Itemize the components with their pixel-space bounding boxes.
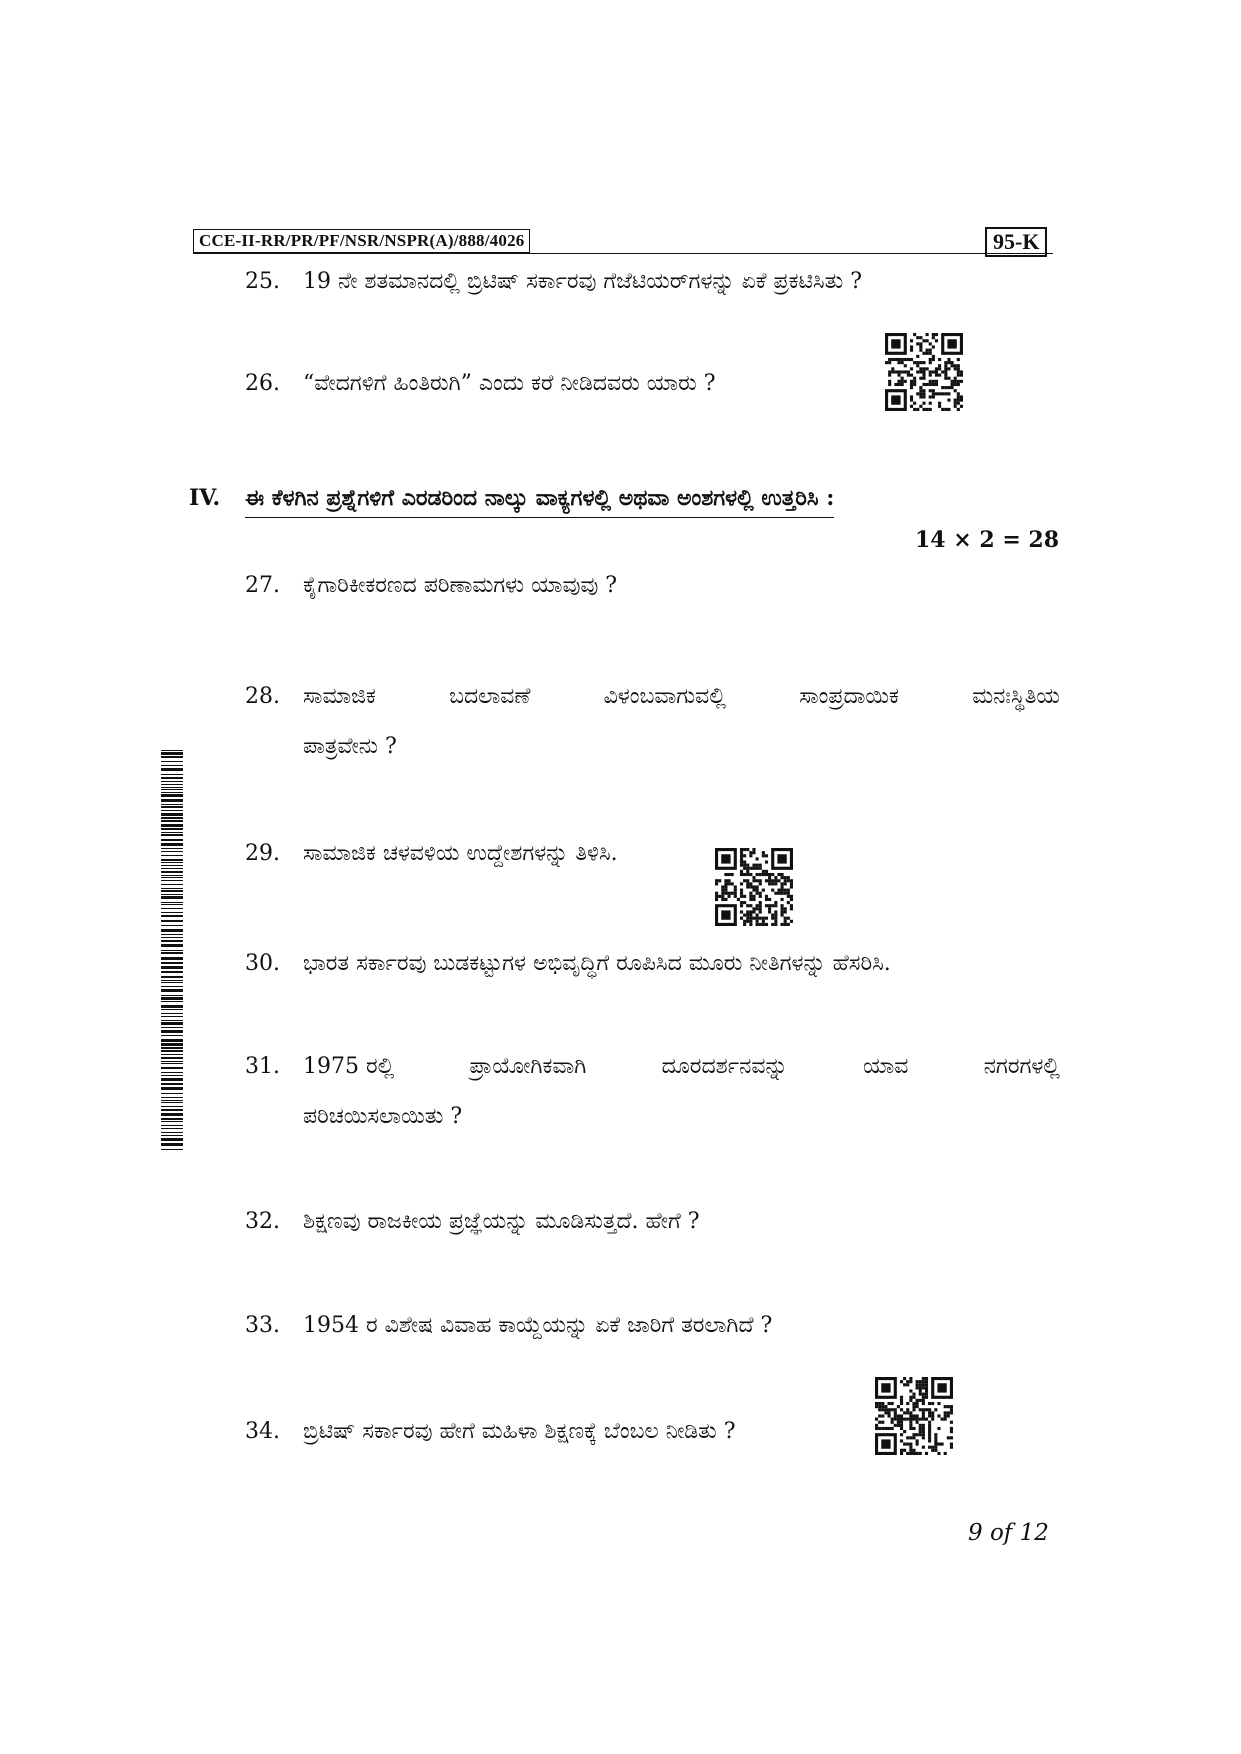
question-34 bbox=[245, 1418, 865, 1448]
question-number: 30. bbox=[245, 951, 280, 976]
question-word: ಬದಲಾವಣೆ bbox=[449, 684, 531, 709]
question-word: 1975 ರಲ್ಲಿ bbox=[303, 1054, 395, 1079]
question-text-line1 bbox=[303, 683, 1060, 711]
question-number: 27. bbox=[245, 573, 280, 598]
question-26 bbox=[245, 370, 945, 400]
question-text: 1954 ರ ವಿಶೇಷ ವಿವಾಹ ಕಾಯ್ದೆಯನ್ನು ಏಕೆ ಜಾರಿಗೆ ತರಲಾಗಿದೆ ? bbox=[303, 1313, 773, 1338]
question-32 bbox=[245, 1208, 945, 1238]
question-text: ಭಾರತ ಸರ್ಕಾರವು ಬುಡಕಟ್ಟುಗಳ ಅಭಿವೃದ್ಧಿಗೆ ರೂಪಿಸಿದ ಮೂರು ನೀತಿಗಳನ್ನು ಹೆಸರಿಸಿ. bbox=[303, 951, 891, 976]
header-rule bbox=[193, 253, 1053, 254]
question-text-line2: ಪರಿಚಯಿಸಲಾಯಿತು ? bbox=[303, 1104, 463, 1129]
question-number: 32. bbox=[245, 1209, 280, 1234]
question-number: 29. bbox=[245, 841, 280, 866]
question-word: ಮನಃಸ್ಥಿತಿಯ bbox=[972, 684, 1060, 709]
question-29 bbox=[245, 840, 705, 870]
paper-code: 95-K bbox=[985, 227, 1047, 257]
question-word: ಪ್ರಾಯೋಗಿಕವಾಗಿ bbox=[469, 1054, 587, 1079]
question-text: “ವೇದಗಳಿಗೆ ಹಿಂತಿರುಗಿ” ಎಂದು ಕರೆ ನೀಡಿದವರು ಯಾರು ? bbox=[303, 371, 716, 396]
question-word: ಯಾವ bbox=[862, 1054, 909, 1079]
question-31 bbox=[245, 1053, 1060, 1133]
question-33 bbox=[245, 1312, 945, 1342]
question-number: 34. bbox=[245, 1419, 280, 1444]
question-27 bbox=[245, 572, 945, 602]
section-iv-heading bbox=[189, 485, 989, 525]
question-text: ಶಿಕ್ಷಣವು ರಾಜಕೀಯ ಪ್ರಜ್ಞೆಯನ್ನು ಮೂಡಿಸುತ್ತದೆ. ಹೇಗೆ ? bbox=[303, 1209, 700, 1234]
question-number: 25. bbox=[245, 269, 280, 294]
question-word: ನಗರಗಳಲ್ಲಿ bbox=[983, 1054, 1060, 1079]
qr-code bbox=[885, 333, 963, 411]
section-marks: 14 × 2 = 28 bbox=[915, 527, 1060, 553]
question-number: 26. bbox=[245, 371, 280, 396]
qr-code bbox=[875, 1377, 953, 1455]
question-text: ಕೈಗಾರಿಕೀಕರಣದ ಪರಿಣಾಮಗಳು ಯಾವುವು ? bbox=[303, 573, 618, 598]
barcode bbox=[161, 750, 183, 1150]
question-25 bbox=[245, 268, 1005, 298]
question-word: ವಿಳಂಬವಾಗುವಲ್ಲಿ bbox=[603, 684, 726, 709]
question-number: 33. bbox=[245, 1313, 280, 1338]
question-word: ದೂರದರ್ಶನವನ್ನು bbox=[661, 1054, 788, 1079]
question-text: ಬ್ರಿಟಿಷ್ ಸರ್ಕಾರವು ಹೇಗೆ ಮಹಿಳಾ ಶಿಕ್ಷಣಕ್ಕೆ ಬೆಂಬಲ ನೀಡಿತು ? bbox=[303, 1419, 736, 1444]
question-28 bbox=[245, 683, 1060, 763]
question-text: 19 ನೇ ಶತಮಾನದಲ್ಲಿ ಬ್ರಿಟಿಷ್ ಸರ್ಕಾರವು ಗೆಜೆಟಿಯರ್‌ಗಳನ್ನು ಏಕೆ ಪ್ರಕಟಿಸಿತು ? bbox=[303, 269, 863, 294]
qr-code bbox=[715, 848, 793, 926]
question-word: ಸಾಮಾಜಿಕ bbox=[303, 684, 376, 709]
question-30 bbox=[245, 950, 1060, 980]
page-number: 9 of 12 bbox=[968, 1520, 1049, 1546]
question-word: ಸಾಂಪ್ರದಾಯಿಕ bbox=[799, 684, 899, 709]
question-number: 28. bbox=[245, 684, 280, 709]
question-text-line2: ಪಾತ್ರವೇನು ? bbox=[303, 734, 397, 759]
exam-code: CCE-II-RR/PR/PF/NSR/NSPR(A)/888/4026 bbox=[193, 229, 530, 253]
question-number: 31. bbox=[245, 1054, 280, 1079]
question-text-line1 bbox=[303, 1053, 1060, 1081]
question-text: ಸಾಮಾಜಿಕ ಚಳವಳಿಯ ಉದ್ದೇಶಗಳನ್ನು ತಿಳಿಸಿ. bbox=[303, 841, 618, 866]
section-instruction: ಈ ಕೆಳಗಿನ ಪ್ರಶ್ನೆಗಳಿಗೆ ಎರಡರಿಂದ ನಾಲ್ಕು ವಾಕ್ಯಗಳಲ್ಲಿ ಅಥವಾ ಅಂಶಗಳಲ್ಲಿ ಉತ್ತರಿಸಿ : bbox=[245, 485, 834, 518]
section-number: IV. bbox=[189, 485, 221, 511]
